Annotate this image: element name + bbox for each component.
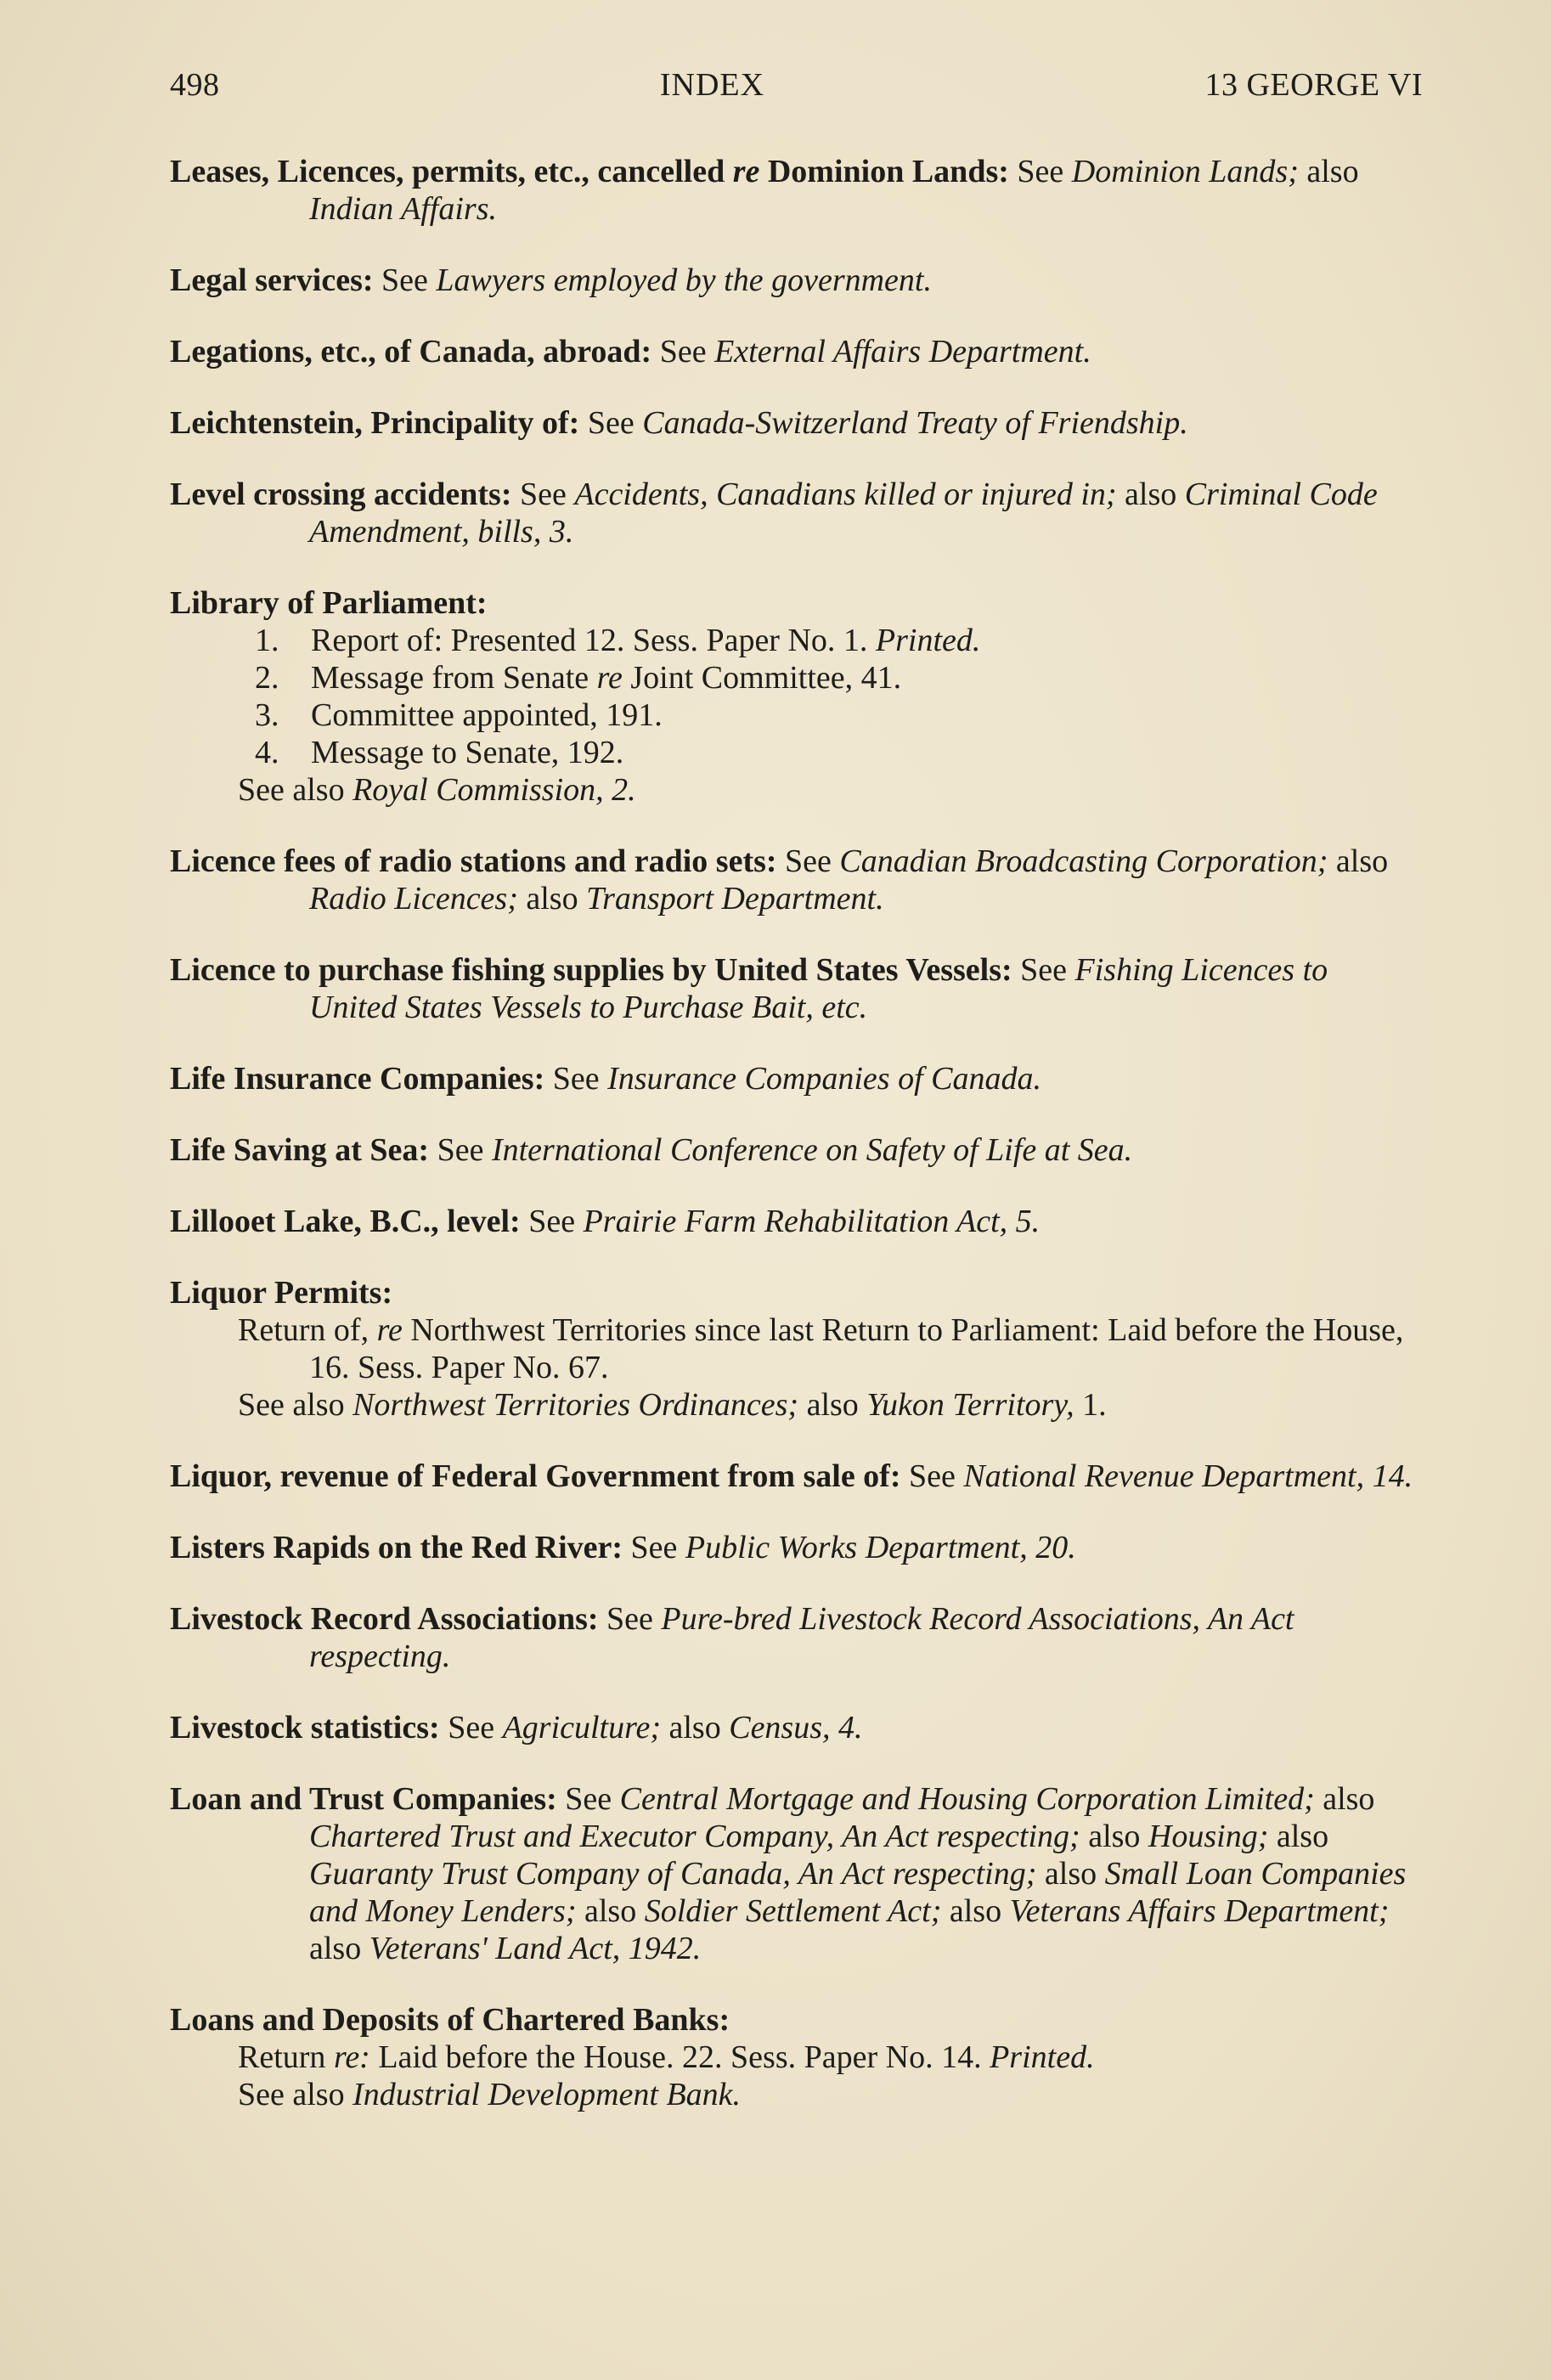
sub-item	[255, 659, 1423, 697]
cross-reference: Central Mortgage and Housing Corporation Limited;	[619, 1781, 1315, 1817]
cross-reference: Housing;	[1148, 1819, 1269, 1854]
return-text: Return of,	[238, 1312, 369, 1348]
index-entry-legal-services	[170, 262, 1423, 299]
return-italic: re:	[333, 2039, 370, 2075]
entry-heading: Leases, Licences, permits, etc., cancelled	[170, 154, 725, 189]
index-entry-legations	[170, 333, 1423, 370]
cross-reference: Soldier Settlement Act;	[644, 1893, 942, 1929]
index-entry-livestock-record	[170, 1600, 1423, 1675]
cross-reference: Small Loan Companies and Money Lenders;	[309, 1856, 1407, 1929]
see-text: See	[519, 477, 567, 512]
index-entry-loans-deposits	[170, 2001, 1423, 2113]
entry-heading: Legations, etc., of Canada, abroad:	[170, 334, 652, 369]
cross-reference: Agriculture;	[502, 1710, 661, 1746]
page-title: INDEX	[659, 67, 765, 103]
cross-reference: Yukon Territory,	[866, 1387, 1074, 1423]
see-also-line	[238, 771, 1423, 809]
cross-reference: Industrial Development Bank.	[352, 2077, 742, 2112]
also-text: also	[1335, 843, 1389, 879]
return-tail: Laid before the House. 22. Sess. Paper No. 14.	[378, 2039, 982, 2075]
entry-heading: Liquor Permits:	[170, 1275, 393, 1311]
sub-item-italic: Printed.	[875, 623, 981, 658]
see-text: See	[552, 1061, 600, 1097]
sub-item	[255, 734, 1423, 771]
index-entry-licence-fishing	[170, 951, 1423, 1026]
cross-reference: Royal Commission, 2.	[352, 772, 636, 808]
entry-heading: Loan and Trust Companies:	[170, 1781, 557, 1817]
index-entry-livestock-statistics	[170, 1709, 1423, 1746]
sub-item-number: 4.	[255, 735, 279, 770]
running-head	[170, 66, 1423, 104]
entry-heading: Loans and Deposits of Chartered Banks:	[170, 2002, 730, 2038]
entry-heading: Licence to purchase fishing supplies by United States Vessels:	[170, 952, 1012, 988]
index-entry-library-of-parliament	[170, 584, 1423, 809]
return-tail: Northwest Territories since last Return to Parliament: Laid before the House, 16. Sess. Paper No. 67.	[309, 1312, 1404, 1385]
cross-reference: Radio Licences;	[309, 881, 518, 916]
entry-heading: Livestock statistics:	[170, 1710, 440, 1746]
return-line	[238, 1311, 1423, 1386]
cross-reference: Census, 4.	[729, 1710, 863, 1746]
see-text: See	[606, 1601, 653, 1637]
entry-heading: Leichtenstein, Principality of:	[170, 405, 580, 441]
entry-heading-tail: Dominion Lands:	[767, 154, 1009, 189]
index-entry-listers-rapids	[170, 1529, 1423, 1566]
index-entry-leases	[170, 153, 1423, 228]
entry-heading: Legal services:	[170, 262, 374, 298]
sub-item	[255, 697, 1423, 734]
see-text: See	[630, 1530, 678, 1565]
see-also-text: See also	[238, 2077, 345, 2112]
volume-label: 13 GEORGE VI	[1204, 67, 1423, 103]
sub-item-text: Committee appointed, 191.	[311, 697, 663, 733]
sub-item-number: 3.	[255, 697, 279, 733]
return-text: Return	[238, 2039, 326, 2075]
cross-reference: International Conference on Safety of Life at Sea.	[491, 1132, 1133, 1168]
entry-heading: Livestock Record Associations:	[170, 1601, 599, 1637]
cross-reference: Criminal Code Amendment, bills, 3.	[309, 477, 1378, 550]
cross-reference: Pure-bred Livestock Record Associations, An Act respecting.	[309, 1601, 1294, 1674]
cross-reference: Transport Department.	[586, 881, 884, 916]
see-also-text: See also	[238, 1387, 345, 1423]
cross-reference: Chartered Trust and Executor Company, An Act respecting;	[309, 1819, 1080, 1854]
entry-heading-italic: re	[732, 154, 760, 189]
entry-heading: Level crossing accidents:	[170, 477, 512, 512]
page-number: 498	[170, 67, 220, 103]
entry-heading: Life Insurance Companies:	[170, 1061, 545, 1097]
sub-item-number: 1.	[255, 623, 279, 658]
index-entry-loan-trust	[170, 1780, 1423, 1967]
return-italic: re	[376, 1312, 403, 1348]
index-entry-life-saving	[170, 1131, 1423, 1169]
cross-reference: Veterans Affairs Department;	[1009, 1893, 1390, 1929]
also-text: also	[806, 1387, 859, 1423]
also-text: also	[1044, 1856, 1097, 1892]
index-entry-level-crossing	[170, 476, 1423, 550]
see-text: See	[659, 334, 707, 369]
also-text: also	[526, 881, 578, 916]
see-text: See	[528, 1204, 576, 1239]
see-text: See	[565, 1781, 612, 1817]
also-text: also	[1306, 154, 1359, 189]
sub-item-text: Message to Senate, 192.	[311, 735, 624, 770]
cross-reference: Insurance Companies of Canada.	[607, 1061, 1041, 1097]
see-text: See	[437, 1132, 484, 1168]
cross-reference: Dominion Lands;	[1071, 154, 1299, 189]
entry-heading: Library of Parliament:	[170, 585, 488, 621]
see-also-text: See also	[238, 772, 345, 808]
index-entry-licence-fees	[170, 843, 1423, 917]
entry-heading: Listers Rapids on the Red River:	[170, 1530, 623, 1565]
sub-item-number: 2.	[255, 660, 279, 696]
index-entry-leichtenstein	[170, 404, 1423, 442]
cross-reference: Northwest Territories Ordinances;	[352, 1387, 799, 1423]
see-text: See	[785, 843, 832, 879]
see-text: See	[1017, 154, 1064, 189]
also-text: also	[949, 1893, 1002, 1929]
sub-item-text: Message from Senate	[311, 660, 589, 696]
index-entry-life-insurance	[170, 1060, 1423, 1097]
sub-item	[255, 622, 1423, 659]
also-text: also	[1088, 1819, 1141, 1854]
index-entry-lillooet-lake	[170, 1203, 1423, 1240]
also-text: also	[668, 1710, 721, 1746]
cross-reference: Fishing Licences to United States Vessels to Purchase Bait, etc.	[309, 952, 1328, 1025]
see-text: See	[587, 405, 634, 441]
see-also-line	[238, 2076, 1423, 2113]
cross-reference: National Revenue Department, 14.	[963, 1458, 1413, 1494]
also-text: also	[1125, 477, 1177, 512]
index-page	[170, 66, 1423, 2147]
entry-heading: Liquor, revenue of Federal Government from sale of:	[170, 1458, 901, 1494]
index-entry-liquor-permits	[170, 1274, 1423, 1424]
entry-heading: Life Saving at Sea:	[170, 1132, 430, 1168]
see-text: See	[909, 1458, 956, 1494]
entry-heading: Lillooet Lake, B.C., level:	[170, 1204, 521, 1239]
see-also-line	[238, 1386, 1423, 1424]
cross-reference: Lawyers employed by the government.	[436, 262, 932, 298]
entry-heading: Licence fees of radio stations and radio sets:	[170, 843, 777, 879]
sub-item-text-tail: Joint Committee, 41.	[630, 660, 902, 696]
cross-reference: Veterans' Land Act, 1942.	[369, 1931, 702, 1966]
also-text: also	[584, 1893, 637, 1929]
cross-reference: Prairie Farm Rehabilitation Act, 5.	[583, 1204, 1041, 1239]
cross-reference-number: 1.	[1082, 1387, 1107, 1423]
index-entry-liquor-revenue	[170, 1458, 1423, 1495]
also-text: also	[309, 1931, 362, 1966]
cross-reference: Guaranty Trust Company of Canada, An Act respecting;	[309, 1856, 1037, 1892]
return-line	[238, 2039, 1423, 2076]
see-text: See	[448, 1710, 495, 1746]
see-text: See	[381, 262, 428, 298]
cross-reference: Canada-Switzerland Treaty of Friendship.	[642, 405, 1188, 441]
cross-reference: Accidents, Canadians killed or injured in;	[574, 477, 1117, 512]
cross-reference: Indian Affairs.	[309, 191, 497, 227]
also-text: also	[1323, 1781, 1375, 1817]
see-text: See	[1020, 952, 1068, 988]
cross-reference: Public Works Department, 20.	[685, 1530, 1076, 1565]
cross-reference: Canadian Broadcasting Corporation;	[839, 843, 1328, 879]
cross-reference: External Affairs Department.	[714, 334, 1091, 369]
sub-item-italic: re	[596, 660, 623, 696]
sub-item-text: Report of: Presented 12. Sess. Paper No. 1.	[311, 623, 868, 658]
also-text: also	[1276, 1819, 1329, 1854]
printed-label: Printed.	[990, 2039, 1095, 2075]
